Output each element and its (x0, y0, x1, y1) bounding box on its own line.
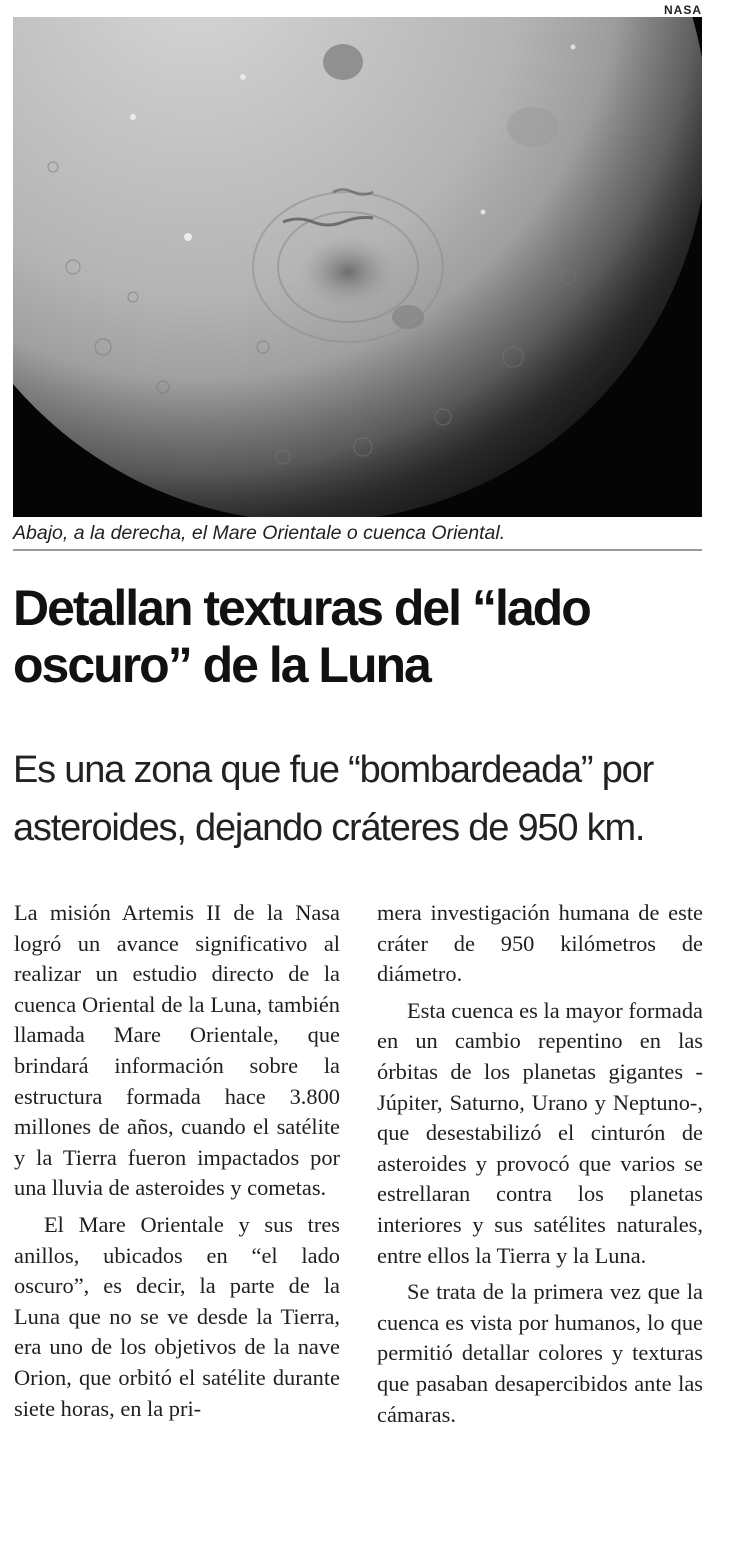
article-column-1 (14, 898, 340, 1430)
paragraph: El Mare Orientale y sus tres anillos, ubicados en “el lado oscuro”, es decir, la parte de la Luna que no se ve desde la Tierra, era uno de los objetivos de la nave Orion, que orbitó el satélite durante siete horas, en la pri- (14, 1211, 340, 1421)
paragraph: Esta cuenca es la mayor formada en un cambio repentino en las órbitas de los planetas gigantes -Júpiter, Saturno, Urano y Neptuno-, que desestabilizó el cinturón de asteroides y provocó que varios se estrellaran contra los planetas interiores y sus satélites naturales, entre ellos la Tierra y la Luna. (377, 997, 703, 1268)
paragraph: Se trata de la primera vez que la cuenca es vista por humanos, lo que permitió detallar colores y texturas que pasaban desapercibidos ante las cámaras. (377, 1279, 703, 1427)
moon-photo (13, 17, 702, 517)
moon-illustration (13, 17, 702, 517)
article-column-2 (377, 898, 703, 1436)
photo-caption: Abajo, a la derecha, el Mare Orientale o cuenca Oriental. (13, 522, 506, 544)
paragraph: mera investigación humana de este cráter de 950 kilómetros de diámetro. (377, 900, 703, 987)
photo-credit: NASA (663, 3, 702, 17)
paragraph: La misión Artemis II de la Nasa logró un avance significativo al realizar un estudio directo de la cuenca Oriental de la Luna, también llamada Mare Orientale, que brindará información sobre la estructura formada hace 3.800 millones de años, cuando el satélite y la Tierra fueron impactados por una lluvia de asteroides y cometas. (14, 900, 340, 1201)
headline: Detallan texturas del “lado oscuro” de la Luna (13, 580, 590, 693)
caption-divider (13, 549, 702, 551)
subheadline: Es una zona que fue “bombardeada” por asteroides, dejando cráteres de 950 km. (13, 749, 654, 849)
